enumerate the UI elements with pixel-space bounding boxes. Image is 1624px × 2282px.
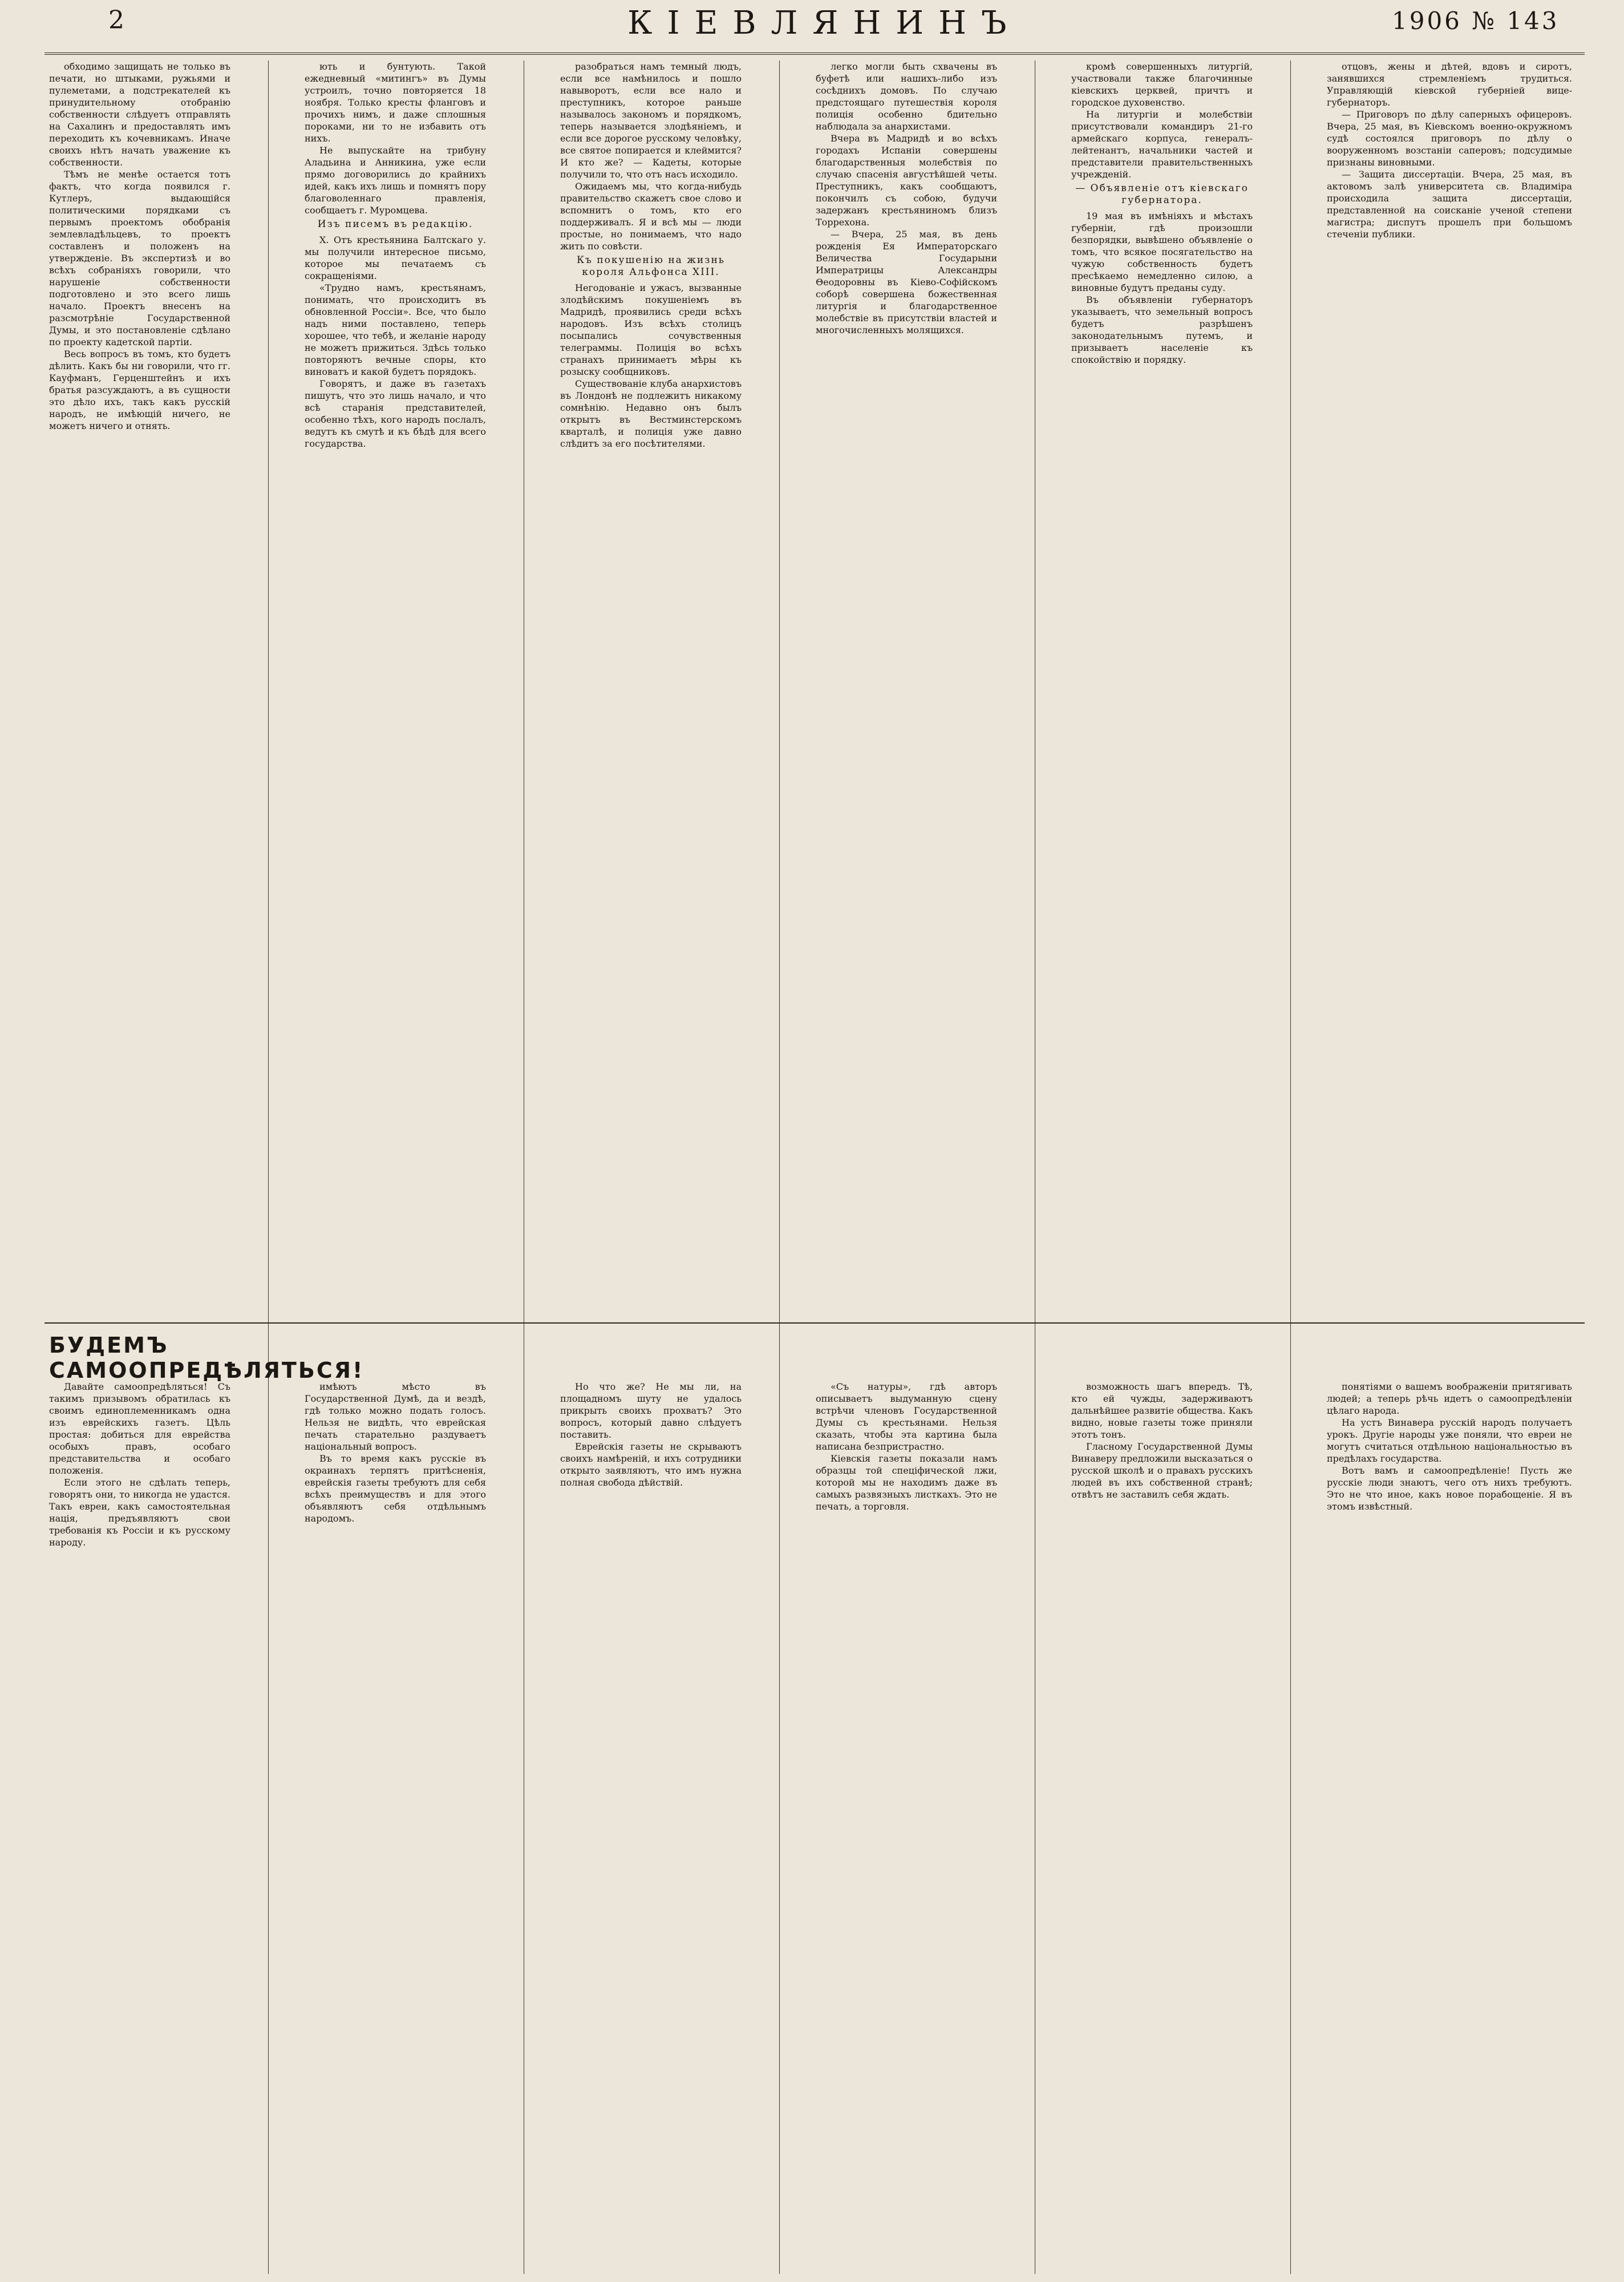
paragraph: 19 мая въ имѣніяхъ и мѣстахъ губерніи, гдѣ произошли безпорядки, вывѣшено объявленіе о томъ, что всякое посягательство на чужую собственность будетъ пресѣкаемо немедленно силою, а виновные будутъ преданы суду. (1071, 211, 1253, 293)
paragraph: ють и бунтують. Такой ежедневный «митингъ» въ Думы устроилъ, точно повторяется 18 ноября. Только кресты фланговъ и прочихъ нимъ, и даже сплошныя пороками, ни то не избавить отъ нихъ. (305, 61, 486, 144)
paragraph: обходимо защищать не только въ печати, но штыками, ружьями и пулеметами, а подстрекателей къ принудительному отобранію собственности слѣдуетъ отправлять на Сахалинъ и предоставлять имъ переходить къ кочевникамъ. Иначе своихъ нѣтъ начать уважение къ собственности. (49, 61, 230, 168)
news-dateline: — Вчера, 25 мая, въ день рожденія Ея Императорскаго Величества Государыни Императрицы Александры Θеодоровны въ Кіево-Софійскомъ соборѣ совершена божественная литургія и благодарственное молебствіе въ присутствіи властей и многочисленныхъ молящихся. (816, 229, 997, 335)
column-divider (1290, 60, 1291, 2274)
column-2 (305, 60, 486, 1373)
column-3 (560, 60, 742, 1373)
masthead (0, 0, 1624, 57)
paragraph: Но что же? Не мы ли, на площадномъ шуту не удалось прикрыть своихъ прохватъ? Это вопросъ, который давно слѣдуетъ поставить. (560, 1381, 742, 1440)
paragraph: Давайте самоопредѣляться! Съ такимъ призывомъ обратилась къ своимъ единоплеменникамъ одна изъ еврейскихъ газетъ. Цѣль простая: добиться для еврейства особыхъ правъ, особаго представительства и особаго положенія. (49, 1381, 230, 1476)
paragraph: Весь вопросъ въ томъ, кто будетъ дѣлить. Какъ бы ни говорили, что гг. Кауфманъ, Герценштейнъ и ихъ братья разсуждаютъ, а въ сущности это дѣло ихъ, такъ какъ русскій народъ, не имѣющій ничего, не можетъ ничего и отнять. (49, 349, 230, 431)
paragraph: Негодованіе и ужасъ, вызванные злодѣйскимъ покушеніемъ въ Мадридѣ, проявились среди всѣхъ народовъ. Изъ всѣхъ столицъ посыпались сочувственныя телеграммы. Полиція во всѣхъ странахъ принимаетъ мѣры къ розыску сообщниковъ. (560, 282, 742, 377)
newspaper-title: КІЕВЛЯНИНЪ (627, 5, 1022, 42)
column-3-lower (560, 1381, 742, 2274)
paragraph: Ожидаемъ мы, что когда-нибудь правительство скажетъ свое слово и вспомнитъ о томъ, кто его поддерживалъ. Я и всѣ мы — люди простые, но понимаемъ, что надо жить по совѣсти. (560, 181, 742, 252)
column-2-lower (305, 1381, 486, 2274)
paragraph: — Приговоръ по дѣлу саперныхъ офицеровъ. Вчера, 25 мая, въ Кіевскомъ военно-окружномъ судѣ состоялся приговоръ по дѣлу о вооруженномъ возстаніи саперовъ; подсудимые признаны виновными. (1327, 109, 1572, 168)
paragraph: X. Отъ крестьянина Балтскаго у. мы получили интересное письмо, которое мы печатаемъ съ сокращеніями. (305, 234, 486, 281)
column-divider (268, 60, 269, 2274)
section-heading: Къ покушенію на жизнь короля Альфонса XIII. (576, 254, 726, 278)
issue-number: 1906 № 143 (1392, 7, 1560, 35)
paragraph: легко могли быть схвачены въ буфетѣ или нашихъ-либо изъ сосѣднихъ домовъ. По случаю предстоящаго путешествія короля полиція особенно бдительно наблюдала за анархистами. (816, 61, 997, 132)
column-5-lower (1071, 1381, 1253, 2274)
column-divider (779, 60, 780, 2274)
page-number: 2 (108, 6, 124, 35)
column-1 (49, 60, 230, 1373)
column-1-lower (49, 1381, 230, 2274)
column-6-lower (1327, 1381, 1572, 2274)
paragraph: Существованіе клуба анархистовъ въ Лондонѣ не подлежитъ никакому сомнѣнію. Недавно онъ былъ открытъ въ Вестминстерскомъ кварталѣ, и полиція уже давно слѣдитъ за его посѣтителями. (560, 378, 742, 449)
paragraph: Гласному Государственной Думы Винаверу предложили высказаться о русской школѣ и о правахъ русскихъ людей въ ихъ собственной странѣ; отвѣтъ не заставилъ себя ждать. (1071, 1441, 1253, 1500)
paragraph: «Съ натуры», гдѣ авторъ описываетъ выдуманную сцену встрѣчи членовъ Государственной Думы съ крестьянами. Нельзя сказать, чтобы эта картина была написана безпристрастно. (816, 1381, 997, 1452)
paragraph: понятіями о вашемъ воображеніи притягивать людей; а теперь рѣчь идетъ о самоопредѣленіи цѣлаго народа. (1327, 1381, 1572, 1416)
paragraph: Тѣмъ не менѣе остается тотъ фактъ, что когда появился г. Кутлеръ, выдающійся политическими порядками съ первымъ проектомъ обобранія землевладѣльцевъ, то проектъ составленъ и положенъ на утвержденіе. Въ экспертизѣ и во всѣхъ собраніяхъ говорили, что нарушеніе собственности подготовлено и это всего лишь начало. Проектъ внесенъ на разсмотрѣніе Государственной Думы, и это постановленіе сдѣлано по проекту кадетской партіи. (49, 169, 230, 347)
column-4 (816, 60, 997, 1373)
top-rule (44, 52, 1585, 55)
column-4-lower (816, 1381, 997, 2274)
article-title: БУДЕМЪ САМООПРЕДѢЛЯТЬСЯ! (49, 1333, 365, 1383)
paragraph: возможность шагъ впередъ. Тѣ, кто ей чужды, задерживаютъ дальнѣйшее развитіе общества. Какъ видно, новые газеты тоже приняли этотъ тонъ. (1071, 1381, 1253, 1440)
paragraph: Если этого не сдѣлать теперь, говорятъ они, то никогда не удастся. Такъ евреи, какъ самостоятельная нація, предъявляютъ свои требованія къ Россіи и къ русскому народу. (49, 1477, 230, 1548)
paragraph: — Защита диссертаціи. Вчера, 25 мая, въ актовомъ залѣ университета св. Владиміра происходила защита диссертаціи, представленной на соисканіе ученой степени магистра; диспутъ прошелъ при большомъ стеченіи публики. (1327, 169, 1572, 240)
paragraph: «Трудно намъ, крестьянамъ, понимать, что происходитъ въ обновленной Россіи». Все, что было надъ ними поставлено, теперь хорошее, что тебѣ, и желаніе народу не можетъ прижиться. Здѣсь только повторяютъ вечные споры, кто виноватъ и какой будетъ порядокъ. (305, 282, 486, 377)
paragraph: Кіевскія газеты показали намъ образцы той спеціфической лжи, которой мы не находимъ даже въ самыхъ развязныхъ листкахъ. Это не печать, а торговля. (816, 1453, 997, 1512)
paragraph: отцовъ, жены и дѣтей, вдовъ и сиротъ, занявшихся стремленіемъ трудиться. Управляющій кіевской губерніей вице-губернаторъ. (1327, 61, 1572, 108)
paragraph: кромѣ совершенныхъ литургій, участвовали также благочинные кіевскихъ церквей, причтъ и городское духовенство. (1071, 61, 1253, 108)
paragraph: Вчера въ Мадридѣ и во всѣхъ городахъ Испаніи совершены благодарственныя молебствія по случаю спасенія августѣйшей четы. Преступникъ, какъ сообщаютъ, покончилъ съ собою, будучи задержанъ крестьяниномъ близъ Торрехона. (816, 133, 997, 228)
paragraph: Въ то время какъ русскіе въ окраинахъ терпятъ притѣсненія, еврейскія газеты требуютъ для себя всѣхъ преимуществъ и для этого объявляютъ себя отдѣльнымъ народомъ. (305, 1453, 486, 1524)
section-heading: Изъ писемъ въ редакцію. (317, 219, 473, 230)
paragraph: Не выпускайте на трибуну Аладьина и Анникина, уже если прямо договорились до крайнихъ идей, какъ ихъ лишь и помнятъ пору благоволеннаго правленія, сообщаетъ г. Муромцева. (305, 145, 486, 216)
paragraph: разобраться намъ темный людъ, если все намѣнилось и пошло навыворотъ, если все нало и преступникъ, которое раньше называлось закономъ и порядкомъ, теперь называется злодѣяніемъ, и если все дорогое русскому человѣку, все святое попирается и клеймится? И кто же? — Кадеты, которые получили то, что отъ насъ исходило. (560, 61, 742, 180)
paragraph: Вотъ вамъ и самоопредѣленіе! Пусть же русскіе люди знаютъ, чего отъ нихъ требуютъ. Это не что иное, какъ новое порабощеніе. Я въ этомъ извѣстный. (1327, 1465, 1572, 1512)
paragraph: имѣютъ мѣсто въ Государственной Думѣ, да и вездѣ, гдѣ только можно подать голосъ. Нельзя не видѣть, что еврейская печать старательно раздуваетъ національный вопросъ. (305, 1381, 486, 1452)
paragraph: На устъ Винавера русскій народъ получаетъ урокъ. Другіе народы уже поняли, что евреи не могутъ считаться отдѣльною національностью въ предѣлахъ государства. (1327, 1417, 1572, 1464)
paragraph: На литургіи и молебствіи присутствовали командиръ 21-го армейскаго корпуса, генералъ-лейтенантъ, начальники частей и представители правительственныхъ учрежденій. (1071, 109, 1253, 180)
paragraph: Говорятъ, и даже въ газетахъ пишутъ, что это лишь начало, и что всѣ старанія представителей, особенно тѣхъ, кого народъ послалъ, ведутъ къ смутѣ и къ бѣдѣ для всего государства. (305, 378, 486, 449)
paragraph: Въ объявленіи губернаторъ указываетъ, что земельный вопросъ будетъ разрѣшенъ законодательнымъ путемъ, и призываетъ населеніе къ спокойствію и порядку. (1071, 294, 1253, 365)
section-rule (44, 1322, 1585, 1324)
column-5 (1071, 60, 1253, 1373)
section-heading: — Объявленіе отъ кіевскаго губернатора. (1075, 183, 1249, 206)
paragraph: Еврейскія газеты не скрываютъ своихъ намѣреній, и ихъ сотрудники открыто заявляютъ, что имъ нужна полная свобода дѣйствій. (560, 1441, 742, 1488)
